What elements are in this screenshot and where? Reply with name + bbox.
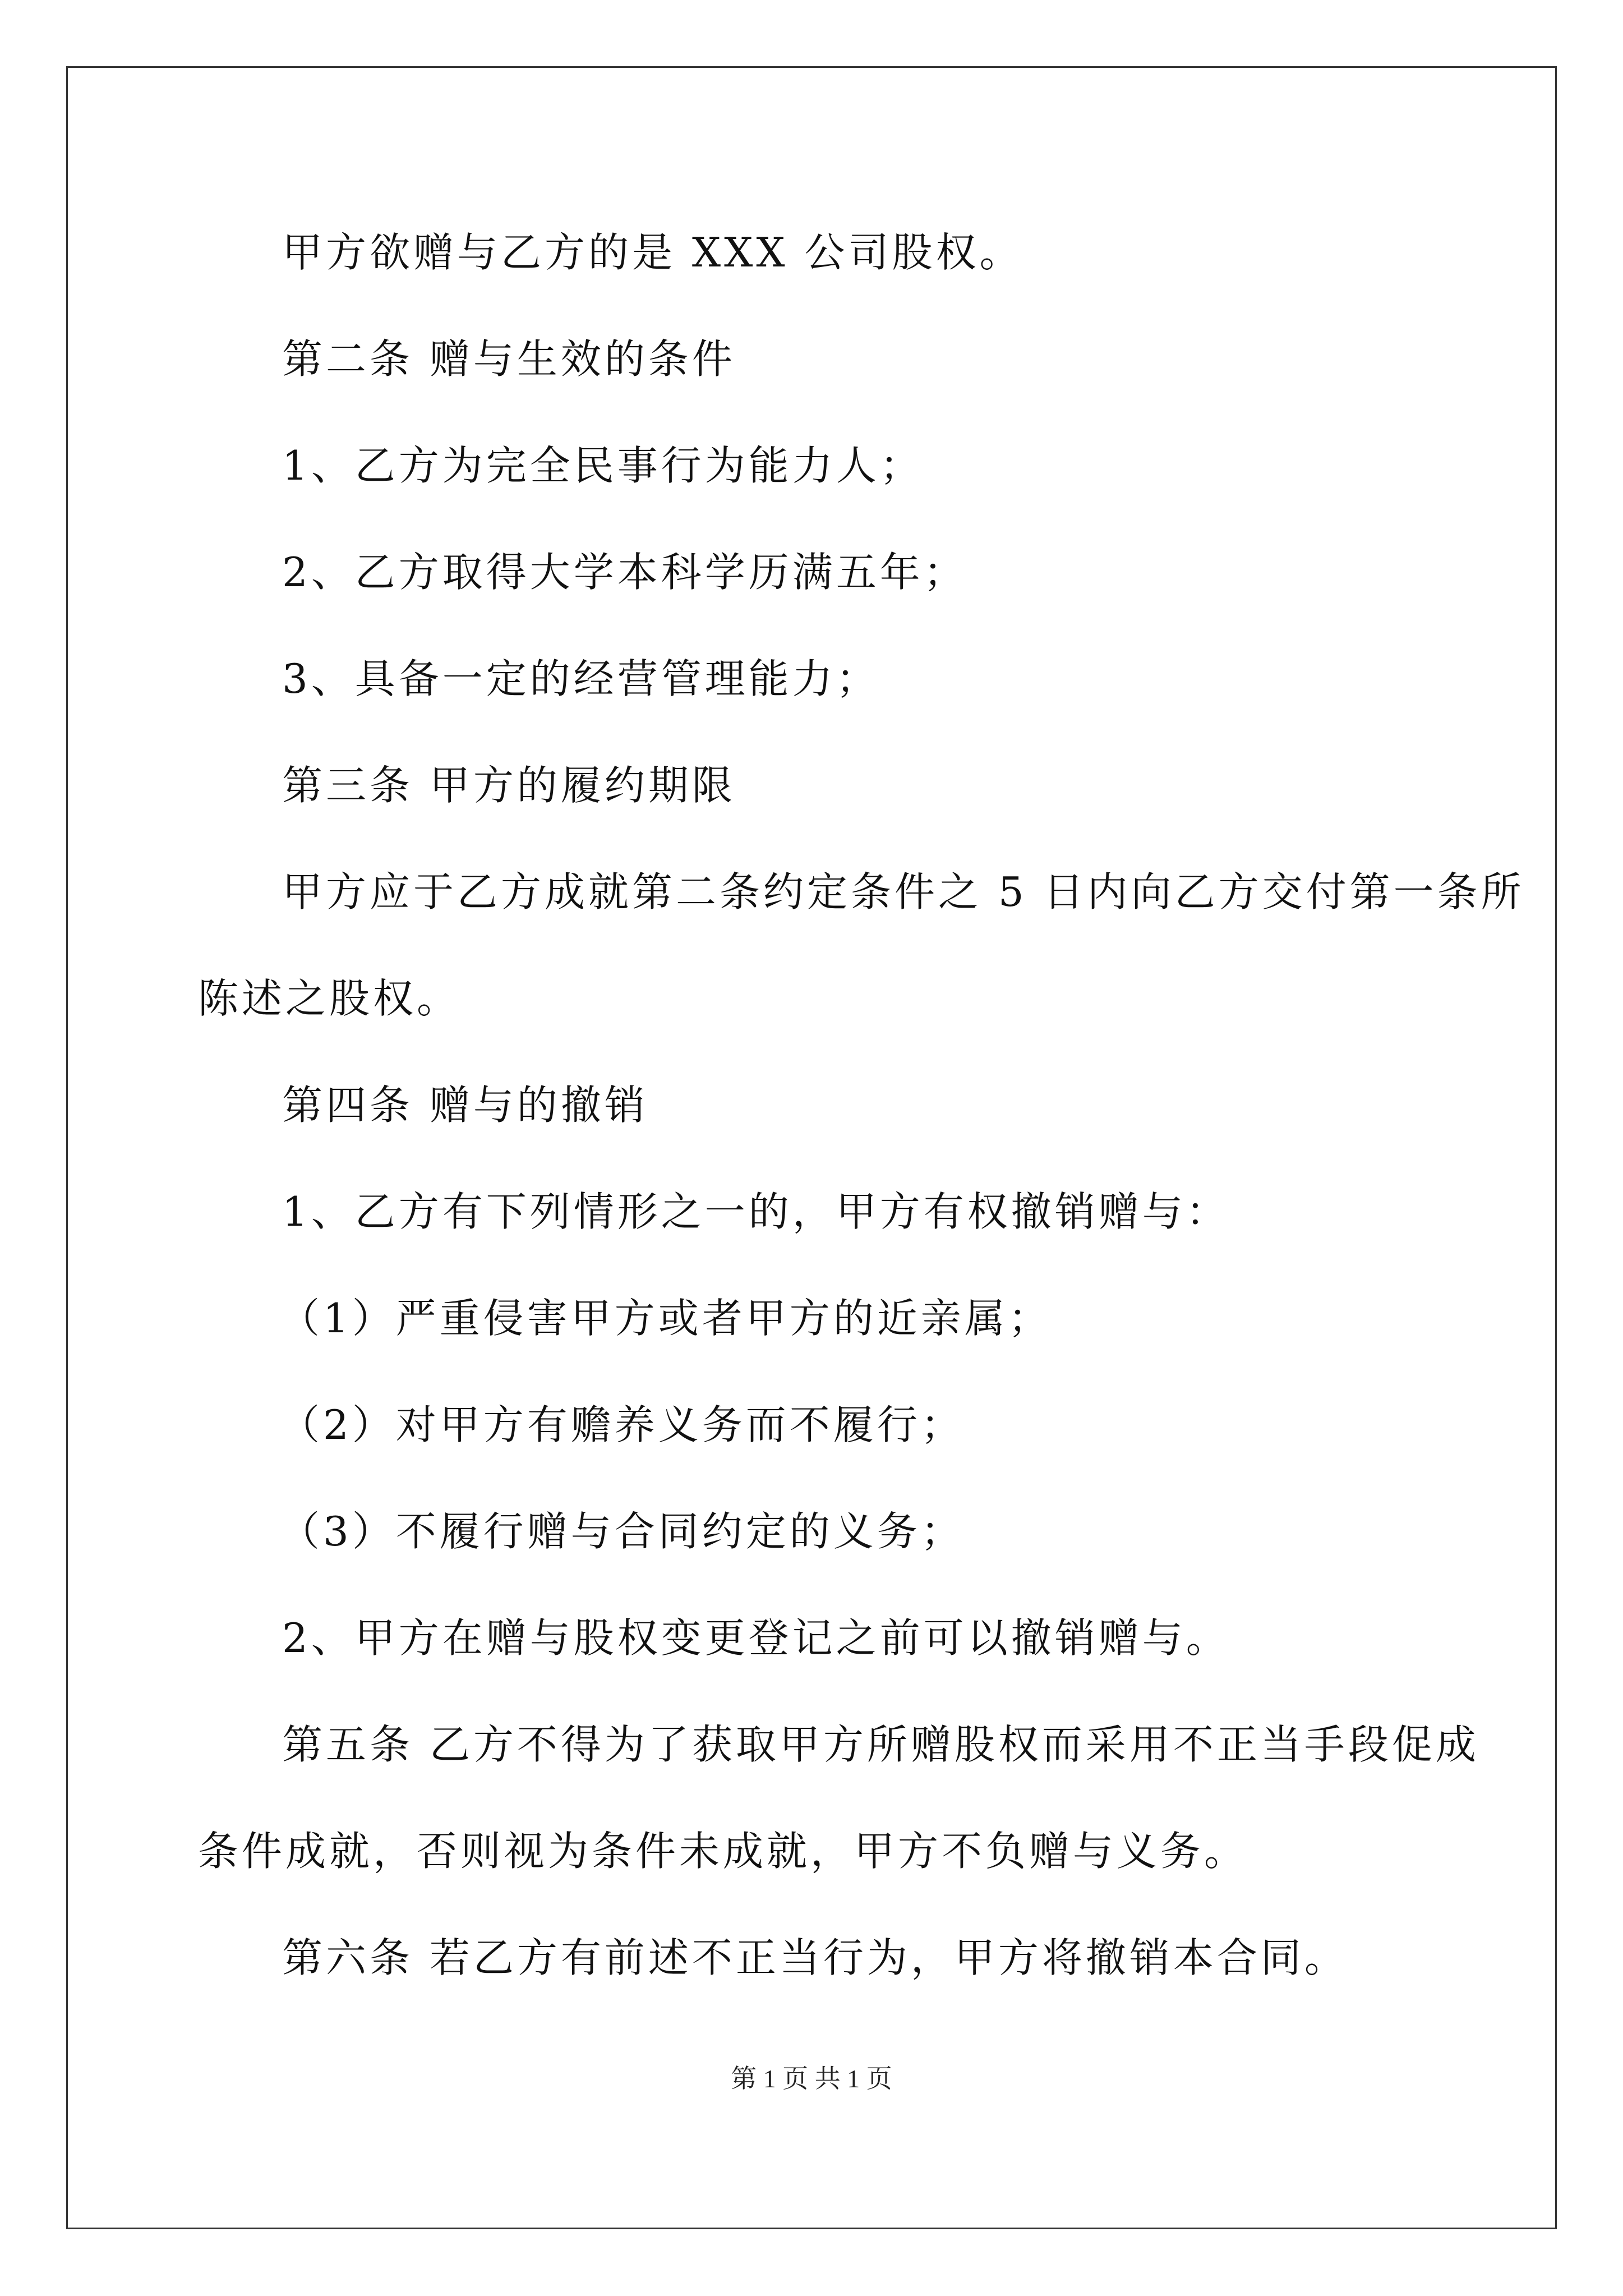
paragraph-article-5-line-2: 条件成就，否则视为条件未成就，甲方不负赠与义务。 (198, 1828, 1248, 1875)
page-number-footer: 第 1 页 共 1 页 (731, 2064, 892, 2093)
list-item-revocation-2: 2、甲方在赠与股权变更登记之前可以撤销赠与。 (282, 1614, 1230, 1662)
list-item-condition-3: 3、具备一定的经营管理能力； (282, 655, 880, 702)
paragraph-gift-object: 甲方欲赠与乙方的是 XXX 公司股权。 (282, 229, 1023, 276)
heading-article-2: 第二条 赠与生效的条件 (282, 335, 736, 383)
list-item-condition-2: 2、乙方取得大学本科学历满五年； (282, 549, 967, 596)
page-frame (66, 66, 1557, 2229)
list-item-revocation-1: 1、乙方有下列情形之一的，甲方有权撤销赠与： (282, 1188, 1230, 1235)
list-item-condition-1: 1、乙方为完全民事行为能力人； (282, 442, 924, 489)
list-item-sub-3: （3）不履行赠与合同约定的义务； (279, 1508, 965, 1555)
heading-article-3: 第三条 甲方的履约期限 (282, 762, 736, 809)
paragraph-performance-line-2: 陈述之股权。 (198, 975, 461, 1022)
paragraph-performance-line-1: 甲方应于乙方成就第二条约定条件之 5 日内向乙方交付第一条所 (282, 868, 1525, 915)
paragraph-article-6: 第六条 若乙方有前述不正当行为，甲方将撤销本合同。 (282, 1934, 1348, 1981)
heading-article-4: 第四条 赠与的撤销 (282, 1082, 648, 1129)
paragraph-article-5-line-1: 第五条 乙方不得为了获取甲方所赠股权而采用不正当手段促成 (282, 1721, 1479, 1768)
list-item-sub-1: （1）严重侵害甲方或者甲方的近亲属； (279, 1295, 1052, 1342)
list-item-sub-2: （2）对甲方有赡养义务而不履行； (279, 1401, 965, 1448)
